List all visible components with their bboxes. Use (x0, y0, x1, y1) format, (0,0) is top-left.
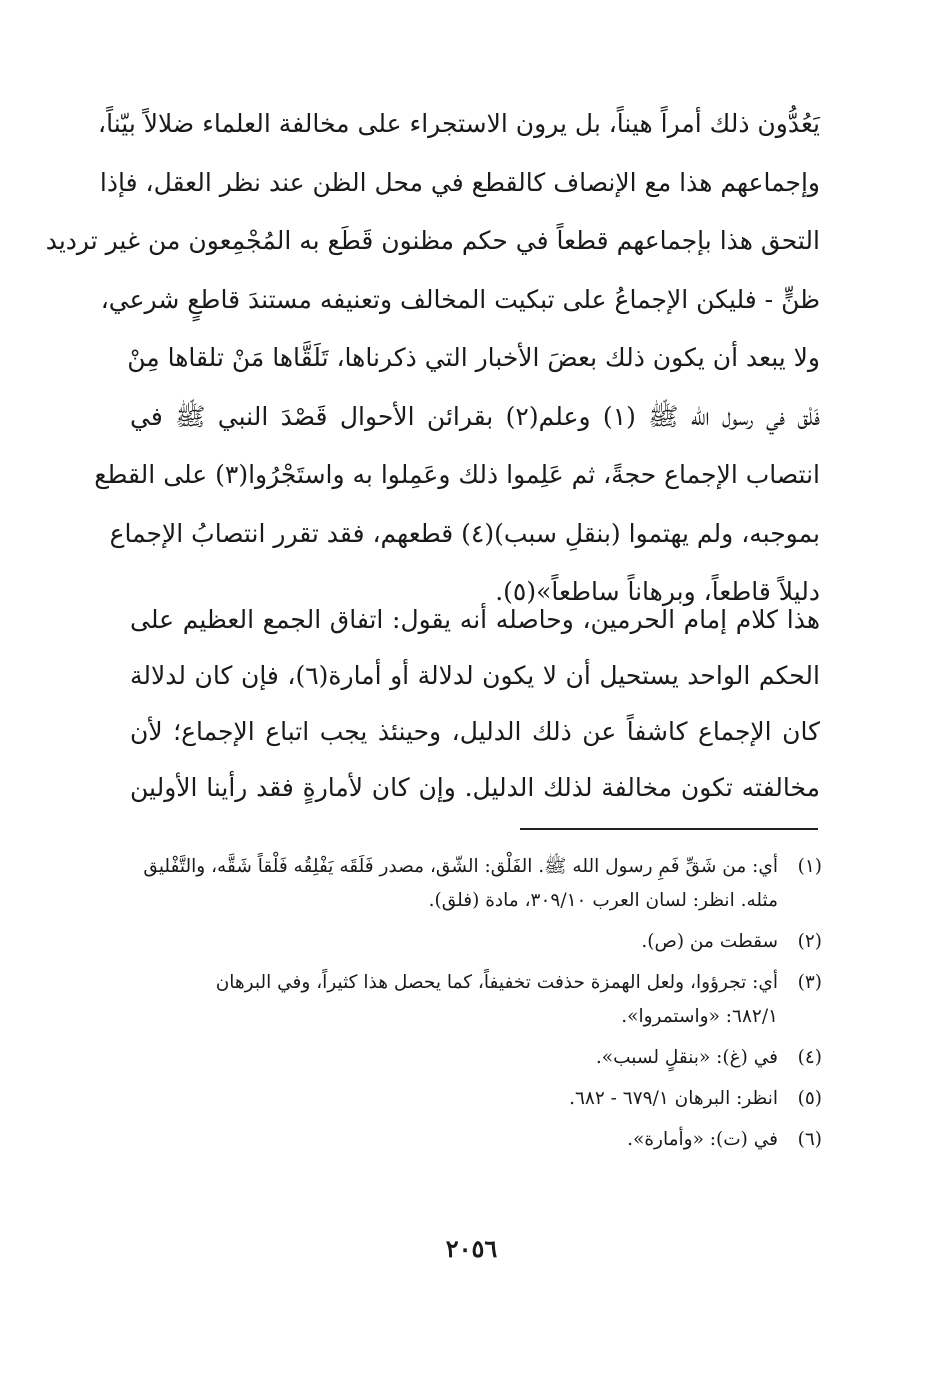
text-line: ظنٍّ - فليكن الإجماعُ على تبكيت المخالف وتعنيفه مستندَ قاطعٍ شرعي، (100, 284, 820, 314)
text-line: دليلاً قاطعاً، وبرهاناً ساطعاً»(٥). (495, 577, 820, 606)
main-paragraph (45, 95, 820, 622)
text-line: فَلْق في رسول الله ﷺ (١) وعلم(٢) بقرائن الأحوال قَصْدَ النبي ﷺ في (130, 401, 820, 431)
footnote-number: (١) (797, 856, 822, 877)
text-line: التحق هذا بإجماعهم قطعاً في حكم مظنون قَطَع به المُجْمِعون من غير ترديد (45, 226, 820, 255)
footnote-number: (٣) (797, 972, 822, 993)
text-line: هذا كلام إمام الحرمين، وحاصله أنه يقول: اتفاق الجمع العظيم على (130, 605, 820, 634)
footnote-text: في (غ): «بنقلٍ لسبب». (595, 1047, 778, 1068)
footnote-2 (130, 925, 822, 959)
text-line: ولا يبعد أن يكون ذلك بعضَ الأخبار التي ذكرناها، تَلَقَّاها مَنْ تلقاها مِنْ (127, 343, 820, 372)
footnote-text: أي: من شَقِّ فَمِ رسول الله ﷺ. الفَلْق: الشّق، مصدر فَلَقَه يَفْلِقُه فَلْقاً شَقَّه، والتَّفْليق (143, 856, 778, 877)
footnote-text: ٦٨٢/١: «واستمروا». (621, 1006, 778, 1027)
text-line: مخالفته تكون مخالفة لذلك الدليل. وإن كان لأمارةٍ فقد رأينا الأولين (130, 773, 820, 802)
footnote-4 (130, 1041, 822, 1075)
footnote-1 (130, 850, 822, 918)
text-line: وإجماعهم هذا مع الإنصاف كالقطع في محل الظن عند نظر العقل، فإذا (99, 167, 820, 197)
footnote-5 (130, 1082, 822, 1116)
footnote-text: سقطت من (ص). (641, 931, 778, 952)
page-number: ٢٠٥٦ (445, 1234, 498, 1263)
footnote-3 (130, 966, 822, 1034)
footnote-text: انظر: البرهان ٦٧٩/١ - ٦٨٢. (569, 1088, 778, 1109)
footnote-number: (٤) (797, 1047, 822, 1068)
text-line: الحكم الواحد يستحيل أن لا يكون لدلالة أو أمارة(٦)، فإن كان لدلالة (130, 661, 820, 690)
text-line: انتصاب الإجماع حجةً، ثم عَلِموا ذلك وعَمِلوا به واستَجْرُوا(٣) على القطع (94, 460, 820, 489)
footnote-number: (٦) (797, 1129, 822, 1150)
footnote-text: أي: تجرؤوا، ولعل الهمزة حذفت تخفيفاً، كما يحصل هذا كثيراً، وفي البرهان (215, 972, 778, 993)
footnote-text: مثله. انظر: لسان العرب ٣٠٩/١٠، مادة (فلق). (428, 890, 778, 911)
footnote-separator (520, 828, 818, 830)
text-line: يَعُدُّون ذلك أمراً هيناً، بل يرون الاستجراء على مخالفة العلماء ضلالاً بيّناً، (98, 109, 820, 138)
footnote-number: (٥) (797, 1088, 822, 1109)
footnote-6 (130, 1123, 822, 1157)
footnotes (130, 850, 822, 1164)
second-paragraph (130, 592, 820, 816)
footnote-number: (٢) (797, 931, 822, 952)
footnote-text: في (ت): «وأمارة». (627, 1129, 778, 1150)
text-line: كان الإجماع كاشفاً عن ذلك الدليل، وحينئذ يجب اتباع الإجماع؛ لأن (130, 717, 820, 746)
text-line: بموجبه، ولم يهتموا (بنقلِ سبب)(٤) قطعهم، فقد تقرر انتصابُ الإجماع (109, 518, 820, 548)
